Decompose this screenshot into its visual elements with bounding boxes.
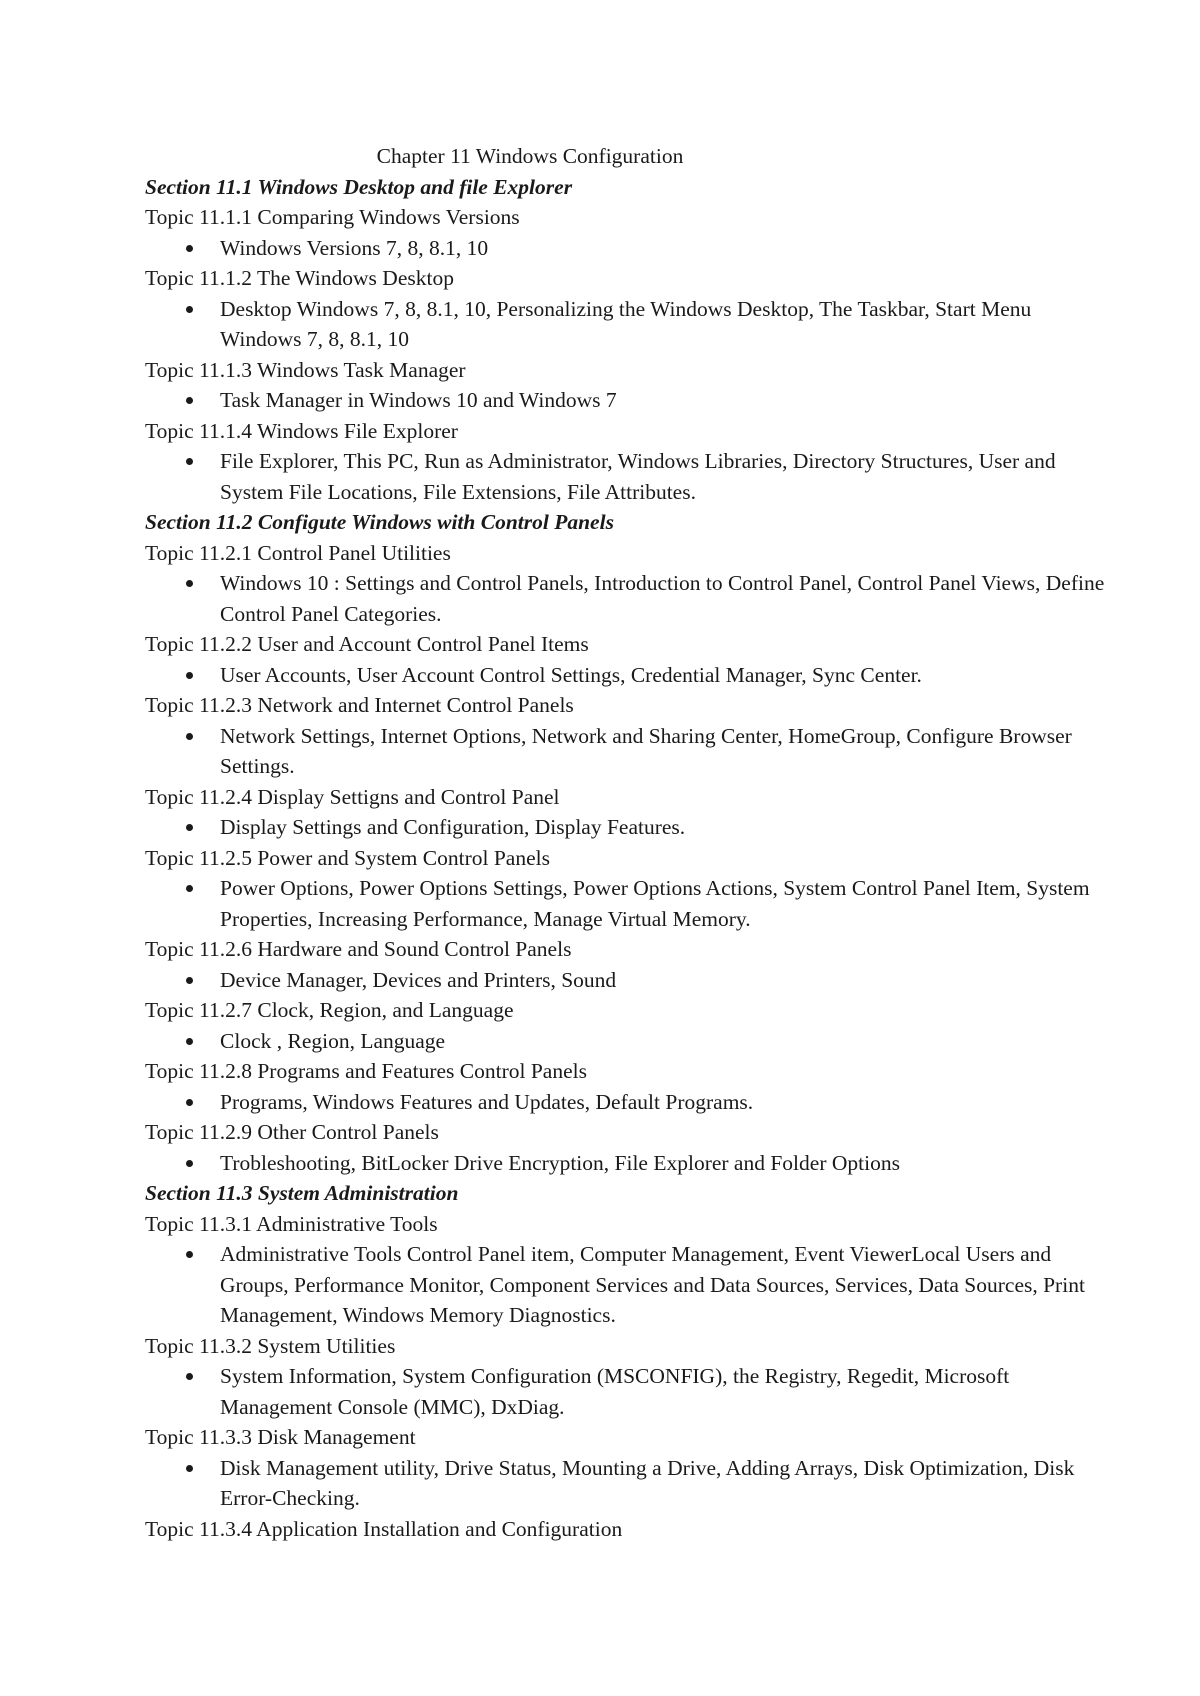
bullet-text: Power Options, Power Options Settings, Power Options Actions, System Control Panel Item, System Properties, Increasing Performance, Manage Virtual Memory.: [220, 876, 1090, 931]
bullet-text: Programs, Windows Features and Updates, Default Programs.: [220, 1089, 754, 1114]
bullet-text: Trobleshooting, BitLocker Drive Encryption, File Explorer and Folder Options: [220, 1150, 900, 1175]
list-item: [145, 385, 1105, 416]
bullet-list: [145, 568, 1105, 629]
bullet-icon: [186, 397, 193, 404]
bullet-text: File Explorer, This PC, Run as Administrator, Windows Libraries, Directory Structures, User and System File Locations, File Extensions, File Attributes.: [220, 449, 1056, 504]
bullet-icon: [186, 1465, 193, 1472]
list-item: [145, 1087, 1105, 1118]
topic-heading: Topic 11.3.3 Disk Management: [145, 1425, 416, 1449]
bullet-icon: [186, 824, 193, 831]
section-heading: Section 11.3 System Administration: [145, 1181, 459, 1205]
topic-heading: Topic 11.2.4 Display Settigns and Control Panel: [145, 784, 560, 809]
topic-heading: Topic 11.1.4 Windows File Explorer: [145, 418, 458, 443]
topic-heading: Topic 11.2.6 Hardware and Sound Control Panels: [145, 937, 572, 961]
bullet-list: [145, 1026, 1105, 1057]
bullet-list: [145, 721, 1105, 782]
bullet-list: [145, 965, 1105, 996]
list-item: [145, 660, 1105, 691]
bullet-list: [145, 1453, 1105, 1514]
bullet-list: [145, 1148, 1105, 1179]
list-item: [145, 1453, 1105, 1514]
bullet-icon: [186, 1099, 193, 1106]
topic-heading: Topic 11.2.3 Network and Internet Control Panels: [145, 693, 574, 717]
list-item: [145, 1148, 1105, 1179]
list-item: [145, 294, 1105, 355]
bullet-icon: [186, 672, 193, 679]
bullet-list: [145, 873, 1105, 934]
bullet-icon: [186, 245, 193, 252]
topic-heading: Topic 11.2.8 Programs and Features Control Panels: [145, 1059, 587, 1083]
bullet-icon: [186, 306, 193, 313]
bullet-list: [145, 812, 1105, 843]
list-item: [145, 446, 1105, 507]
topic-heading: Topic 11.2.5 Power and System Control Panels: [145, 845, 550, 870]
list-item: [145, 721, 1105, 782]
bullet-list: [145, 294, 1105, 355]
bullet-text: Desktop Windows 7, 8, 8.1, 10, Personalizing the Windows Desktop, The Taskbar, Start Menu Windows 7, 8, 8.1, 10: [220, 296, 1032, 351]
topic-heading: Topic 11.2.7 Clock, Region, and Language: [145, 998, 514, 1022]
bullet-text: Administrative Tools Control Panel item, Computer Management, Event ViewerLocal Users and Groups, Performance Monitor, Component Services and Data Sources, Services, Data Sources, Print Management, Windows Memory Diagnostics.: [220, 1242, 1085, 1327]
bullet-icon: [186, 1251, 193, 1258]
topic-heading: Topic 11.3.4 Application Installation and Configuration: [145, 1516, 623, 1541]
bullet-list: [145, 1087, 1105, 1118]
bullet-text: Display Settings and Configuration, Display Features.: [220, 815, 686, 839]
bullet-icon: [186, 1160, 193, 1167]
bullet-list: [145, 660, 1105, 691]
topic-heading: Topic 11.3.1 Administrative Tools: [145, 1211, 438, 1236]
bullet-icon: [186, 458, 193, 465]
list-item: [145, 233, 1105, 264]
bullet-text: Clock , Region, Language: [220, 1028, 446, 1053]
topic-heading: Topic 11.1.1 Comparing Windows Versions: [145, 205, 520, 229]
bullet-text: Device Manager, Devices and Printers, Sound: [220, 967, 617, 992]
list-item: [145, 965, 1105, 996]
list-item: [145, 812, 1105, 843]
document-page: [145, 141, 1105, 1544]
chapter-title: Chapter 11 Windows Configuration: [376, 144, 684, 168]
bullet-text: Disk Management utility, Drive Status, Mounting a Drive, Adding Arrays, Disk Optimization, Disk Error-Checking.: [220, 1455, 1075, 1510]
topic-heading: Topic 11.1.3 Windows Task Manager: [145, 357, 466, 382]
list-item: [145, 1026, 1105, 1057]
topic-heading: Topic 11.2.9 Other Control Panels: [145, 1120, 439, 1144]
list-item: [145, 873, 1105, 934]
bullet-icon: [186, 1373, 193, 1380]
bullet-list: [145, 446, 1105, 507]
section-heading: Section 11.1 Windows Desktop and file Explorer: [145, 174, 573, 199]
bullet-icon: [186, 733, 193, 740]
bullet-text: Windows Versions 7, 8, 8.1, 10: [220, 235, 489, 260]
bullet-list: [145, 233, 1105, 264]
topic-heading: Topic 11.2.1 Control Panel Utilities: [145, 540, 451, 565]
bullet-text: User Accounts, User Account Control Settings, Credential Manager, Sync Center.: [220, 662, 922, 687]
course-outline: [145, 172, 1105, 1545]
bullet-icon: [186, 580, 193, 587]
topic-heading: Topic 11.1.2 The Windows Desktop: [145, 266, 454, 290]
bullet-list: [145, 1361, 1105, 1422]
bullet-text: System Information, System Configuration (MSCONFIG), the Registry, Regedit, Microsoft Management Console (MMC), DxDiag.: [220, 1364, 1010, 1419]
bullet-text: Task Manager in Windows 10 and Windows 7: [220, 388, 617, 412]
topic-heading: Topic 11.2.2 User and Account Control Panel Items: [145, 632, 589, 656]
bullet-icon: [186, 977, 193, 984]
list-item: [145, 1239, 1105, 1331]
section-heading: Section 11.2 Configute Windows with Control Panels: [145, 510, 614, 534]
bullet-icon: [186, 1038, 193, 1045]
bullet-list: [145, 385, 1105, 416]
bullet-icon: [186, 885, 193, 892]
bullet-text: Windows 10 : Settings and Control Panels, Introduction to Control Panel, Control Panel Views, Define Control Panel Categories.: [220, 571, 1105, 626]
bullet-list: [145, 1239, 1105, 1331]
list-item: [145, 568, 1105, 629]
list-item: [145, 1361, 1105, 1422]
topic-heading: Topic 11.3.2 System Utilities: [145, 1333, 396, 1358]
bullet-text: Network Settings, Internet Options, Network and Sharing Center, HomeGroup, Configure Browser Settings.: [220, 723, 1072, 778]
